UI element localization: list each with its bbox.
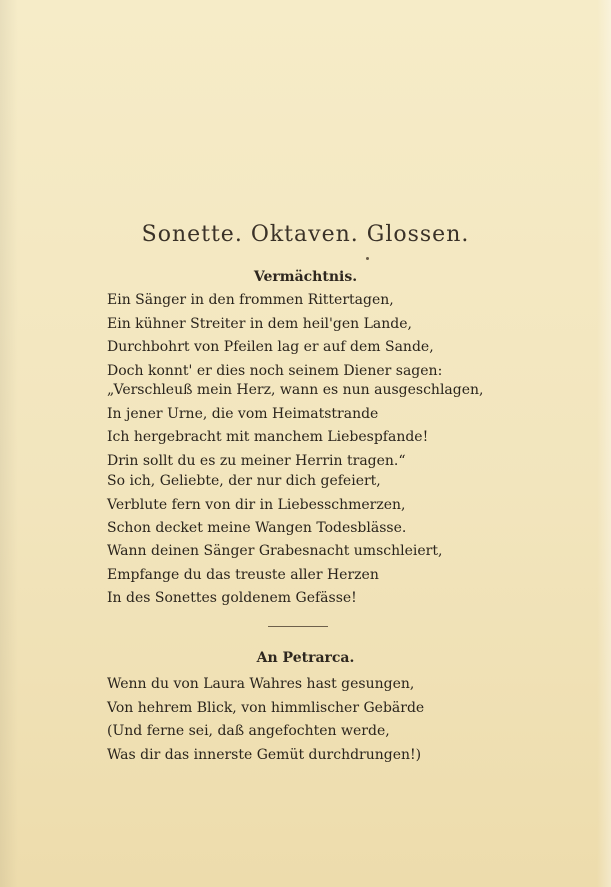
verse-line: „Verschleuß mein Herz, wann es nun ausgeschlagen, (107, 382, 484, 398)
poem-title-an-petrarca: An Petrarca. (256, 650, 355, 666)
stanza (107, 470, 487, 541)
verse-line: Wann deinen Sänger Grabesnacht umschleiert, (107, 543, 443, 559)
verse-line: Von hehrem Blick, von himmlischer Gebärde (107, 699, 425, 716)
ink-speck (366, 257, 369, 260)
stanza (107, 379, 487, 473)
verse-line: Durchbohrt von Pfeilen lag er auf dem Sande, (107, 339, 434, 355)
stanza (107, 540, 487, 611)
verse-line: In jener Urne, die vom Heimatstrande (107, 405, 379, 422)
stanza (107, 289, 487, 383)
verse-line: Was dir das innerste Gemüt durchdrungen!) (107, 746, 422, 763)
verse-line: Ich hergebracht mit manchem Liebespfande! (107, 429, 429, 445)
verse-line: (Und ferne sei, daß angefochten werde, (107, 723, 390, 739)
verse-line: Doch konnt' er dies noch seinem Diener sagen: (107, 362, 443, 379)
section-title: Sonette. Oktaven. Glossen. (141, 222, 470, 247)
divider (268, 626, 328, 627)
verse-line: Wenn du von Laura Wahres hast gesungen, (107, 676, 415, 692)
verse-line: So ich, Geliebte, der nur dich gefeiert, (107, 473, 381, 489)
verse-line: Empfange du das treuste aller Herzen (107, 566, 379, 583)
verse-line: Schon decket meine Wangen Todesblässe. (107, 520, 407, 536)
verse-line: Ein kühner Streiter in dem heil'gen Lande, (107, 315, 412, 332)
verse-line: Drin sollt du es zu meiner Herrin tragen.“ (107, 452, 406, 469)
stanza (107, 673, 487, 767)
verse-line: In des Sonettes goldenem Gefässe! (107, 590, 357, 606)
poem-title-vermaechtnis: Vermächtnis. (253, 269, 358, 285)
page-edge (597, 0, 611, 887)
verse-line: Ein Sänger in den frommen Rittertagen, (107, 292, 394, 308)
verse-line: Verblute fern von dir in Liebesschmerzen, (107, 496, 406, 513)
